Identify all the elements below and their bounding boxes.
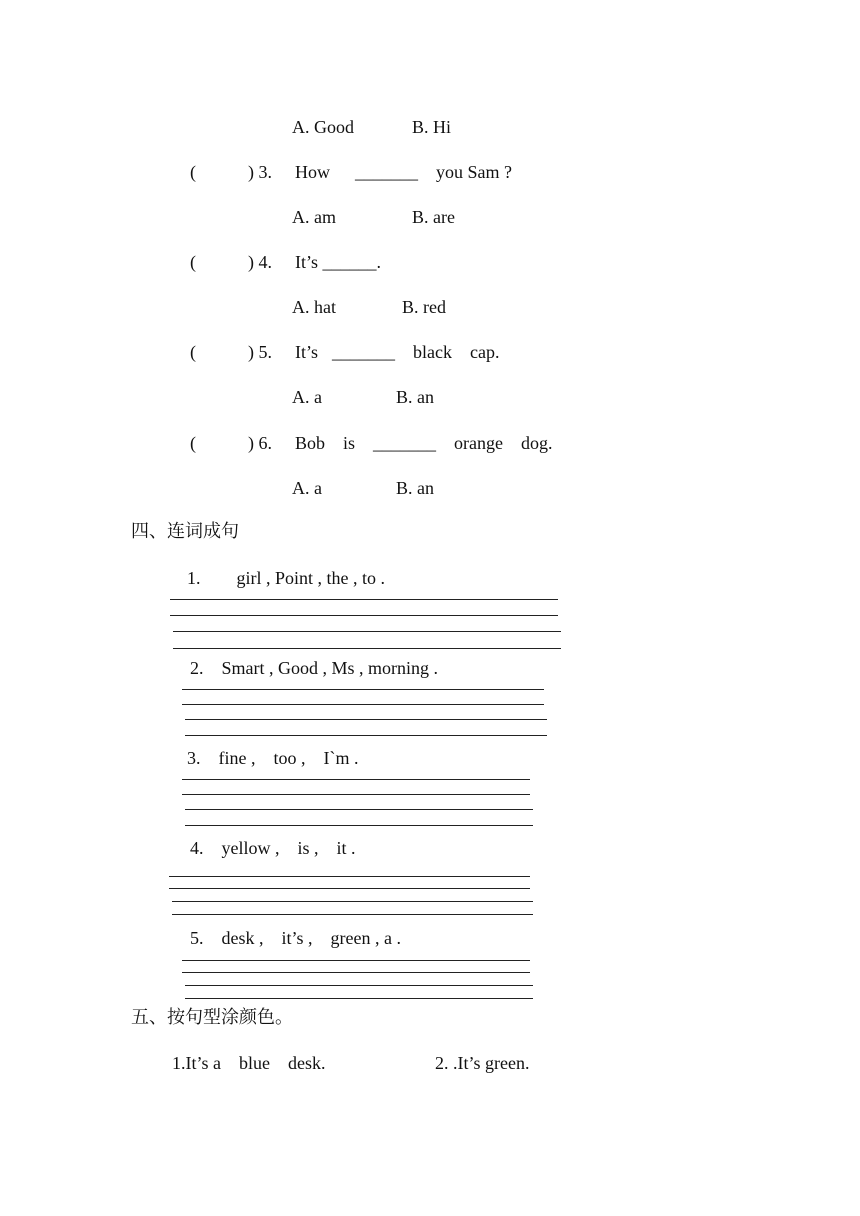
writing-line — [182, 704, 544, 705]
q6-number: ) 6. — [248, 433, 272, 453]
q5-option-a: A. a — [292, 387, 322, 407]
q3-option-a: A. am — [292, 207, 336, 227]
section5-item-2: 2. .It’s green. — [435, 1053, 530, 1073]
writing-line — [172, 901, 533, 902]
writing-line — [182, 689, 544, 690]
writing-line — [185, 735, 547, 736]
writing-line — [185, 985, 533, 986]
q3-word: How — [295, 162, 330, 182]
writing-line — [182, 794, 530, 795]
q6-option-b: B. an — [396, 478, 434, 498]
writing-line — [185, 825, 533, 826]
q4-number: ) 4. — [248, 252, 272, 272]
writing-line — [182, 972, 530, 973]
section4-item-5: 5. desk , it’s , green , a . — [190, 928, 401, 948]
q3-paren-open: ( — [190, 162, 196, 182]
writing-line — [182, 779, 530, 780]
q4-option-b: B. red — [402, 297, 446, 317]
section4-item-1: 1. girl , Point , the , to . — [187, 568, 385, 588]
writing-line — [172, 914, 533, 915]
writing-line — [173, 648, 561, 649]
writing-line — [185, 719, 547, 720]
section5-item-1: 1.It’s a blue desk. — [172, 1053, 326, 1073]
section5-title: 五、按句型涂颜色。 — [131, 1007, 293, 1028]
q6-blank: _______ — [373, 433, 436, 453]
writing-line — [169, 876, 530, 877]
writing-line — [170, 599, 558, 600]
writing-line — [170, 615, 558, 616]
q5-blank: _______ — [332, 342, 395, 362]
writing-line — [182, 960, 530, 961]
writing-line — [173, 631, 561, 632]
q5-word: It’s — [295, 342, 319, 362]
q3-number: ) 3. — [248, 162, 272, 182]
q5-number: ) 5. — [248, 342, 272, 362]
section4-title: 四、连词成句 — [131, 521, 239, 542]
q5-rest: black cap. — [413, 342, 500, 362]
section4-item-2: 2. Smart , Good , Ms , morning . — [190, 658, 439, 678]
q5-option-b: B. an — [396, 387, 434, 407]
section4-item-3: 3. fine , too , I`m . — [187, 748, 359, 768]
writing-line — [169, 888, 530, 889]
writing-line — [185, 809, 533, 810]
writing-line — [185, 998, 533, 999]
q4-text: It’s ______. — [295, 252, 382, 272]
q4-option-a: A. hat — [292, 297, 336, 317]
q5-paren-open: ( — [190, 342, 196, 362]
q3-option-b: B. are — [412, 207, 455, 227]
q3-rest: you Sam ? — [436, 162, 512, 182]
q6-words: Bob is — [295, 433, 356, 453]
q4-paren-open: ( — [190, 252, 196, 272]
q6-paren-open: ( — [190, 433, 196, 453]
q2-option-a: A. Good — [292, 117, 354, 137]
q2-option-b: B. Hi — [412, 117, 452, 137]
q6-rest: orange dog. — [454, 433, 553, 453]
section4-item-4: 4. yellow , is , it . — [190, 838, 356, 858]
q6-option-a: A. a — [292, 478, 322, 498]
q3-blank: _______ — [355, 162, 418, 182]
